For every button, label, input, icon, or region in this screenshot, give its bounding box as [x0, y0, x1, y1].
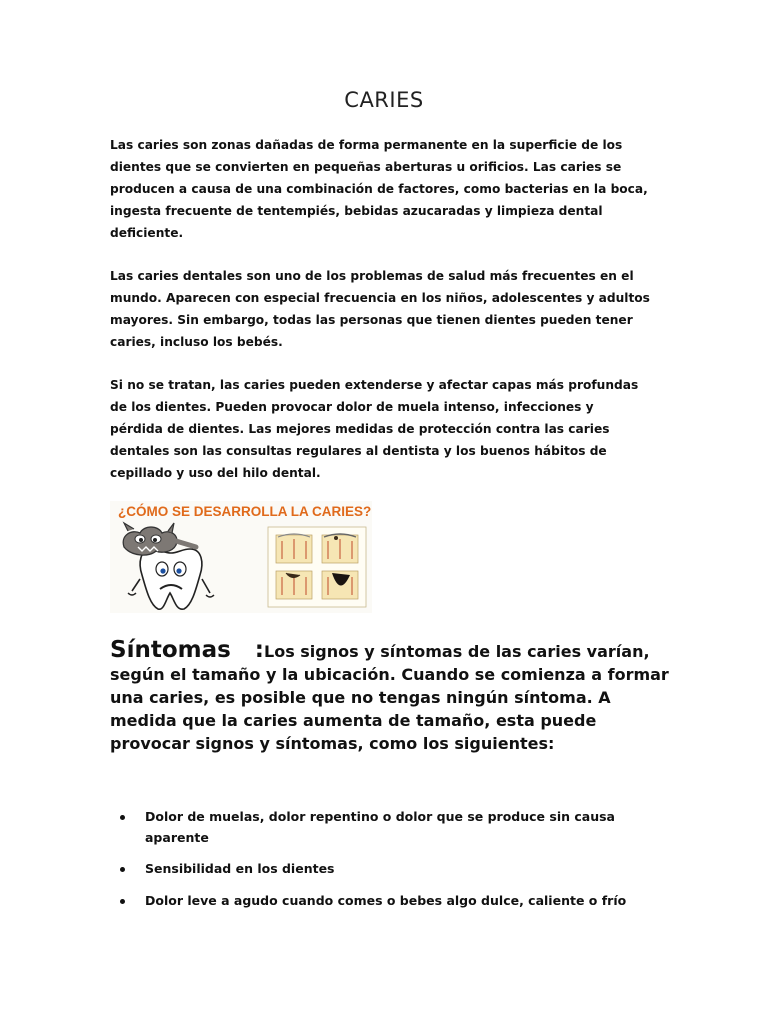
bullet-icon [120, 867, 125, 872]
list-item [110, 807, 650, 848]
list-item-text: Dolor de muelas, dolor repentino o dolor que se produce sin causa aparente [145, 809, 615, 845]
paragraph-definition: Las caries son zonas dañadas de forma permanente en la superficie de los dientes que se convierten en pequeñas aberturas u orificios. Las caries se producen a causa de una combinación de factores, como bacterias en la boca, ingesta frecuente de tentempiés, bebidas azucaradas y limpieza dental deficiente. [110, 138, 648, 240]
caries-illustration [110, 501, 372, 613]
sad-tooth-icon [128, 549, 214, 609]
bullet-icon [120, 815, 125, 820]
symptoms-section [110, 639, 670, 755]
symptoms-intro: Los signos y síntomas de las caries varían, según el tamaño y la ubicación. Cuando se comienza a formar una caries, es posible que no tengas ningún síntoma. A medida que la caries aumenta de tamaño, esta puede provocar signos y síntomas, como los siguientes: [110, 642, 669, 753]
symptoms-heading: Síntomas [110, 637, 231, 663]
paragraph-consequences: Si no se tratan, las caries pueden extenderse y afectar capas más profundas de los dientes. Pueden provocar dolor de muela intenso, infecciones y pérdida de dientes. Las mejores medidas de protección contra las caries dentales son las consultas regulares al dentista y los buenos hábitos de cepillado y uso del hilo dental. [110, 378, 639, 480]
paragraph-frequency: Las caries dentales son uno de los problemas de salud más frecuentes en el mundo. Aparecen con especial frecuencia en los niños, adolescentes y adultos mayores. Sin embargo, todas las personas que tienen dientes pueden tener caries, incluso los bebés. [110, 269, 650, 349]
illustration-title: ¿CÓMO SE DESARROLLA LA CARIES? [118, 504, 372, 519]
symptoms-list [110, 807, 650, 922]
symptoms-separator: : [254, 637, 264, 663]
list-item-text: Dolor leve a agudo cuando comes o bebes algo dulce, caliente o frío [145, 892, 627, 908]
tooth-stages-diagram [268, 527, 366, 607]
list-item [110, 859, 650, 880]
page-title: CARIES [344, 88, 424, 112]
illustration-graphic [110, 501, 372, 613]
list-item-text: Sensibilidad en los dientes [145, 861, 335, 876]
bullet-icon [120, 899, 125, 904]
list-item [110, 891, 650, 912]
